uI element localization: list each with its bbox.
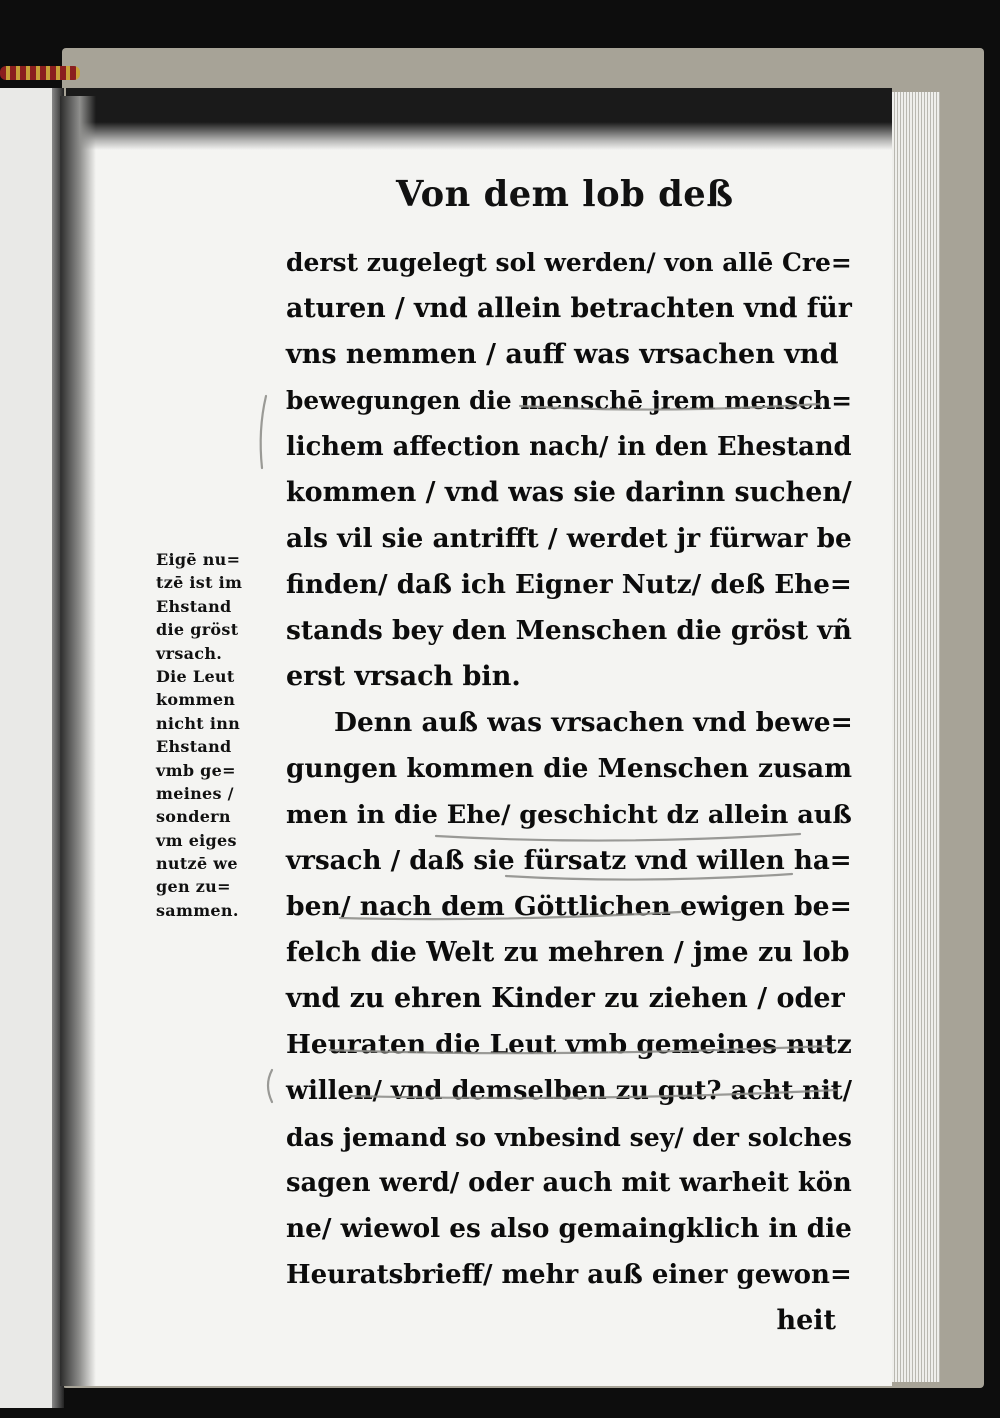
margin-note-line: nutzē we: [156, 854, 238, 874]
text-line: vrsach / daß sie fürsatz vnd willen ha=: [286, 845, 852, 876]
text-line: aturen / vnd allein betrachten vnd für: [286, 293, 852, 324]
text-line: stands bey den Menschen die gröst vñ: [286, 615, 852, 646]
margin-note-line: gen zu=: [156, 877, 231, 897]
text-line: ben/ nach dem Göttlichen ewigen be=: [286, 891, 852, 922]
text-line: vns nemmen / auff was vrsachen vnd: [286, 339, 839, 370]
text-line: kommen / vnd was sie darinn suchen/: [286, 477, 852, 508]
gutter-shadow: [60, 96, 96, 1386]
margin-note-line: Die Leut: [156, 666, 235, 686]
text-line: derst zugelegt sol werden/ von allē Cre=: [286, 248, 852, 277]
margin-note-line: sammen.: [156, 900, 239, 920]
running-head: Von dem lob deß: [396, 174, 734, 215]
gutter-line: [60, 150, 62, 1300]
margin-note-line: Eigē nu=: [156, 550, 241, 569]
margin-note-line: Ehstand: [156, 737, 232, 757]
margin-note-line: vmb ge=: [156, 760, 236, 780]
margin-note-line: vm eiges: [156, 830, 237, 850]
margin-note-line: meines /: [156, 783, 234, 803]
text-line: gungen kommen die Menschen zusam: [286, 753, 852, 784]
text-line: lichem affection nach/ in den Ehestand: [286, 432, 852, 462]
text-line: bewegungen die menschē jrem mensch=: [286, 386, 852, 415]
text-line: sagen werd/ oder auch mit warheit kön: [286, 1168, 852, 1198]
body-text: [286, 240, 856, 1344]
text-line: finden/ daß ich Eigner Nutz/ deß Ehe=: [286, 569, 852, 600]
text-line: Heuraten die Leut vmb gemeines nutz: [286, 1029, 852, 1060]
text-line: Heuratsbrieff/ mehr auß einer gewon=: [286, 1260, 852, 1290]
text-line: men in die Ehe/ geschicht dz allein auß: [286, 800, 852, 830]
text-line: als vil sie antrifft / werdet jr fürwar be: [286, 523, 852, 554]
margin-note-line: vrsach.: [156, 643, 223, 663]
margin-note-line: die gröst: [156, 620, 239, 640]
margin-note-line: Ehstand: [156, 596, 232, 616]
page-top-shadow: [66, 88, 892, 150]
text-line: vnd zu ehren Kinder zu ziehen / oder: [286, 983, 845, 1014]
catchword: heit: [776, 1305, 836, 1336]
binding-thread: [0, 66, 80, 80]
text-line: erst vrsach bin.: [286, 661, 521, 692]
text-line: willen/ vnd demselben zu gut? acht nit/: [286, 1076, 853, 1106]
text-line: felch die Welt zu mehren / jme zu lob: [286, 937, 850, 968]
text-line: das jemand so vnbesind sey/ der solches: [286, 1122, 852, 1152]
margin-note-line: sondern: [156, 807, 231, 827]
margin-note-line: kommen: [156, 690, 236, 710]
text-line: ne/ wiewol es also gemaingklich in die: [286, 1213, 852, 1244]
text-line-paragraph-start: Denn auß was vrsachen vnd bewe=: [334, 707, 853, 738]
margin-note-line: nicht inn: [156, 713, 241, 733]
margin-note: [156, 548, 284, 922]
margin-note-line: tzē ist im: [156, 573, 243, 593]
